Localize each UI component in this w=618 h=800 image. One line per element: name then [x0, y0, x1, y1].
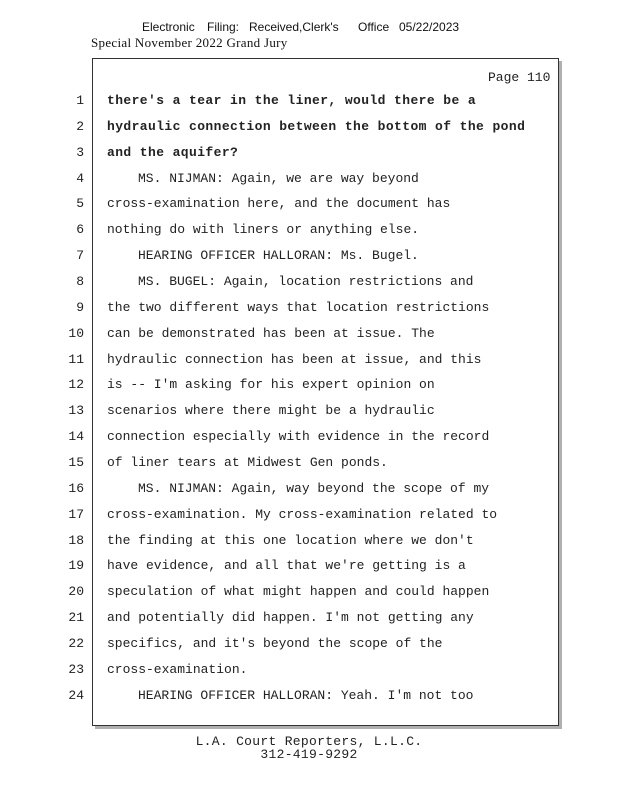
line-number: 7 [76, 248, 84, 264]
line-number: 21 [68, 610, 84, 625]
line-number: 18 [68, 532, 84, 548]
line-number: 19 [68, 558, 84, 574]
line-number: 14 [68, 429, 84, 445]
line-number: 9 [76, 299, 84, 315]
line-number: 12 [68, 377, 84, 393]
transcript-line [0, 93, 618, 113]
line-text: MS. NIJMAN: Again, we are way beyond [138, 170, 419, 186]
line-text: HEARING OFFICER HALLORAN: Ms. Bugel. [138, 248, 419, 264]
line-number: 20 [68, 584, 84, 600]
transcript-line [0, 481, 618, 501]
line-text: MS. NIJMAN: Again, way beyond the scope of my [138, 480, 490, 496]
transcript-line [0, 403, 618, 423]
line-text: there's a tear in the liner, would there be a [107, 93, 477, 108]
line-text: have evidence, and all that we're getting is a [107, 558, 466, 574]
filing-stamp [0, 20, 618, 36]
transcript-line [0, 636, 618, 656]
line-text: scenarios where there might be a hydraulic [107, 403, 435, 419]
transcript-line [0, 662, 618, 682]
line-number: 23 [68, 661, 84, 677]
line-text: and potentially did happen. I'm not getting any [107, 610, 474, 625]
line-number: 3 [76, 144, 84, 160]
line-text: HEARING OFFICER HALLORAN: Yeah. I'm not too [138, 687, 474, 703]
line-text: cross-examination here, and the document has [107, 196, 451, 212]
page-number: Page 110 [488, 70, 551, 85]
transcript-line [0, 196, 618, 216]
transcript-line [0, 119, 618, 139]
line-text: specifics, and it's beyond the scope of the [107, 635, 443, 651]
transcript-line [0, 274, 618, 294]
line-text: and the aquifer? [107, 144, 239, 160]
line-number: 5 [76, 196, 84, 212]
transcript-line [0, 145, 618, 165]
line-number: 15 [68, 454, 84, 470]
transcript-line [0, 326, 618, 346]
transcript-line [0, 455, 618, 475]
line-text: cross-examination. My cross-examination related to [107, 506, 498, 522]
line-text: speculation of what might happen and could happen [107, 584, 490, 600]
line-text: of liner tears at Midwest Gen ponds. [107, 454, 388, 470]
line-number: 10 [68, 325, 84, 341]
line-number: 16 [68, 480, 84, 496]
line-text: cross-examination. [107, 661, 248, 677]
line-number: 8 [76, 274, 84, 289]
case-title: Special November 2022 Grand Jury [91, 35, 288, 50]
footer-phone: 312-419-9292 [260, 747, 358, 762]
line-number: 17 [68, 506, 84, 522]
transcript-line [0, 610, 618, 630]
line-text: the two different ways that location restrictions [107, 299, 490, 315]
line-text: MS. BUGEL: Again, location restrictions and [138, 274, 474, 289]
line-text: the finding at this one location where we don't [107, 532, 474, 548]
line-text: hydraulic connection between the bottom of the pond [107, 118, 526, 134]
transcript-line [0, 429, 618, 449]
line-text: hydraulic connection has been at issue, and this [107, 351, 482, 367]
transcript-line [0, 300, 618, 320]
line-number: 11 [68, 351, 84, 367]
line-number: 6 [76, 222, 84, 238]
transcript-line [0, 222, 618, 242]
line-number: 1 [76, 93, 84, 108]
transcript-line [0, 584, 618, 604]
transcript-line [0, 352, 618, 372]
line-number: 2 [76, 118, 84, 134]
line-text: connection especially with evidence in the record [107, 429, 490, 445]
transcript-line [0, 558, 618, 578]
transcript-line [0, 248, 618, 268]
filing-electronic: Electronic [142, 20, 195, 34]
transcript-line [0, 688, 618, 708]
line-text: can be demonstrated has been at issue. The [107, 325, 435, 341]
transcript-line [0, 377, 618, 397]
filing-office: Office [358, 20, 390, 34]
filing-date: 05/22/2023 [399, 20, 460, 34]
transcript-line [0, 533, 618, 553]
line-text: is -- I'm asking for his expert opinion on [107, 377, 435, 393]
transcript-line [0, 507, 618, 527]
line-number: 24 [68, 687, 84, 703]
filing-filing: Filing: [207, 20, 240, 34]
transcript-line [0, 171, 618, 191]
line-number: 13 [68, 403, 84, 419]
line-number: 4 [76, 170, 84, 186]
line-number: 22 [68, 635, 84, 651]
footer-company: L.A. Court Reporters, L.L.C. [195, 734, 423, 749]
filing-received: Received,Clerk's [249, 20, 339, 34]
line-text: nothing do with liners or anything else. [107, 222, 420, 238]
